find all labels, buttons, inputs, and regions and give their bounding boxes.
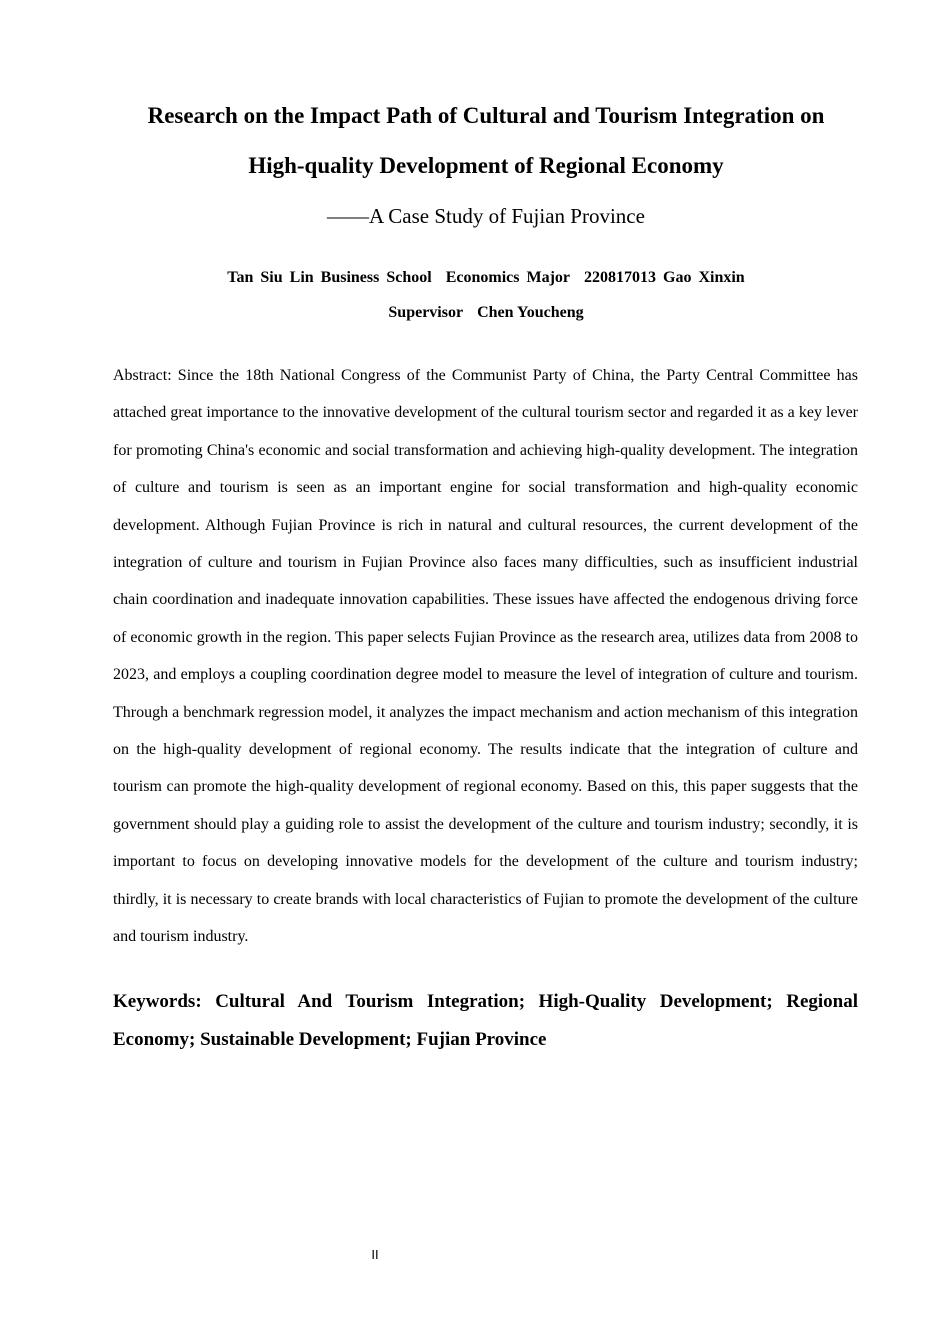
subtitle: ——A Case Study of Fujian Province (327, 204, 645, 228)
major-name: Economics Major (445, 269, 571, 286)
title-line-1: Research on the Impact Path of Cultural and Tourism Integration on (147, 103, 825, 128)
supervisor-info (100, 303, 872, 323)
supervisor-name: Chen Youcheng (477, 304, 584, 321)
abstract-paragraph: Abstract: Since the 18th National Congress of the Communist Party of China, the Party Central Committee has attached great importance to the innovative development of the cultural tourism sector and regarded it as a key lever for promoting China's economic and social transformation and achieving high-quality development. The integration of culture and tourism is seen as an important engine for social transformation and high-quality economic development. Although Fujian Province is rich in natural and cultural resources, the current development of the integration of culture and tourism in Fujian Province also faces many difficulties, such as insufficient industrial chain coordination and inadequate innovation capabilities. These issues have affected the endogenous driving force of economic growth in the region. This paper selects Fujian Province as the research area, utilizes data from 2008 to 2023, and employs a coupling coordination degree model to measure the level of integration of culture and tourism. Through a benchmark regression model, it analyzes the impact mechanism and action mechanism of this integration on the high-quality development of regional economy. The results indicate that the integration of culture and tourism can promote the high-quality development of regional economy. Based on this, this paper suggests that the government should play a guiding role to assist the development of the culture and tourism industry; secondly, it is important to focus on developing innovative models for the development of the culture and tourism industry; thirdly, it is necessary to create brands with local characteristics of Fujian to promote the development of the culture and tourism industry. (113, 367, 858, 946)
supervisor-label: Supervisor (388, 304, 464, 321)
keywords-paragraph: Keywords: Cultural And Tourism Integration; High-Quality Development; Regional Economy; Sustainable Development; Fujian Province (113, 991, 858, 1050)
page-number: II (371, 1247, 379, 1262)
school-name: Tan Siu Lin Business School (227, 269, 432, 286)
title-line-2: High-quality Development of Regional Economy (248, 153, 724, 178)
student-id-name: 220817013 Gao Xinxin (584, 269, 745, 286)
author-info (100, 268, 872, 288)
